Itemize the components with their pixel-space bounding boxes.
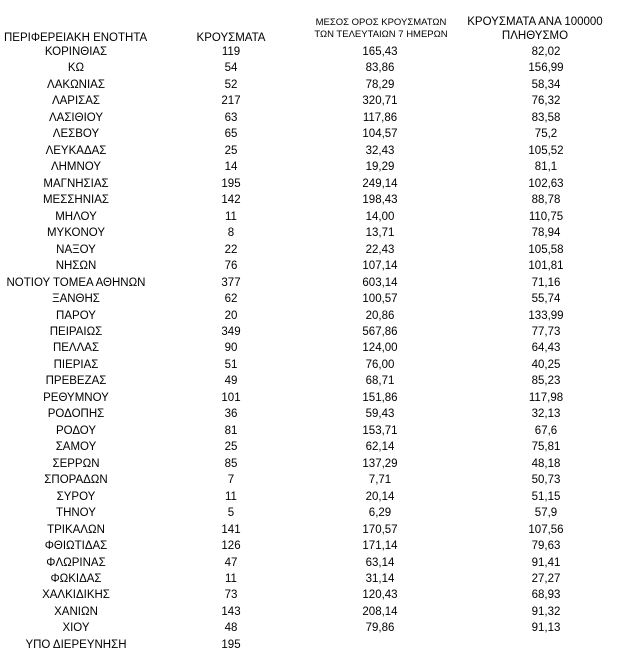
region-name-cell: ΡΟΔΟΠΗΣ	[47, 408, 105, 421]
table-row	[0, 258, 619, 274]
avg-cell: 19,29	[365, 161, 395, 174]
header-cases-per-100k	[460, 15, 610, 43]
table-row	[0, 439, 619, 455]
region-name-cell: ΛΑΣΙΘΙΟΥ	[48, 111, 104, 124]
avg-cell: 567,86	[362, 325, 398, 338]
table-row	[0, 538, 619, 554]
table-row	[0, 143, 619, 159]
per100k-cell: 75,2	[534, 128, 558, 141]
table-body	[0, 44, 619, 653]
avg-cell: 62,14	[365, 441, 395, 454]
per100k-cell: 58,34	[531, 78, 561, 91]
per100k-cell: 51,15	[531, 490, 561, 503]
cases-cell: 142	[221, 194, 241, 207]
per100k-cell: 78,94	[531, 227, 561, 240]
cases-cell: 11	[225, 210, 237, 223]
per100k-cell: 64,43	[531, 342, 561, 355]
table-row	[0, 373, 619, 389]
cases-cell: 5	[227, 507, 235, 520]
per100k-cell: 133,99	[528, 309, 564, 322]
table-row	[0, 77, 619, 93]
region-name-cell: ΚΩ	[67, 62, 85, 75]
avg-cell: 20,14	[365, 490, 395, 503]
region-name-cell: ΧΑΛΚΙΔΙΚΗΣ	[42, 589, 110, 602]
cases-cell: 101	[221, 391, 241, 404]
header-per100k-line1: ΚΡΟΥΣΜΑΤΑ ΑΝΑ 100000	[467, 16, 603, 28]
per100k-cell: 67,6	[534, 424, 558, 437]
region-name-cell: ΛΕΣΒΟΥ	[52, 128, 100, 141]
region-name-cell: ΛΗΜΝΟΥ	[50, 161, 102, 174]
region-name-cell: ΧΙΟΥ	[62, 622, 90, 635]
avg-cell: 104,57	[362, 128, 398, 141]
cases-cell: 54	[224, 62, 238, 75]
cases-cell: 143	[221, 605, 241, 618]
avg-cell: 117,86	[362, 111, 398, 124]
table-row	[0, 308, 619, 324]
cases-cell: 73	[224, 589, 238, 602]
region-name-cell: ΣΠΟΡΑΔΩΝ	[44, 474, 108, 487]
table-row	[0, 571, 619, 587]
header-cases: ΚΡΟΥΣΜΑΤΑ	[196, 32, 266, 44]
region-name-cell: ΦΘΙΩΤΙΔΑΣ	[44, 540, 108, 553]
per100k-cell: 50,73	[531, 474, 561, 487]
per100k-cell: 32,13	[531, 408, 561, 421]
region-name-cell: ΜΑΓΝΗΣΙΑΣ	[43, 177, 109, 190]
table-row	[0, 159, 619, 175]
table-row	[0, 340, 619, 356]
avg-cell: 137,29	[362, 457, 398, 470]
region-name-cell: ΚΟΡΙΝΘΙΑΣ	[44, 46, 108, 58]
avg-cell: 79,86	[365, 622, 395, 635]
region-name-cell: ΞΑΝΘΗΣ	[52, 293, 100, 306]
avg-cell: 153,71	[362, 424, 398, 437]
table-row	[0, 637, 619, 653]
cases-cell: 217	[221, 95, 241, 108]
region-name-cell: ΜΗΛΟΥ	[55, 210, 97, 223]
avg-cell: 22,43	[365, 243, 395, 256]
region-name-cell: ΠΑΡΟΥ	[56, 309, 96, 322]
avg-cell: 208,14	[362, 605, 398, 618]
cases-cell: 349	[221, 325, 241, 338]
per100k-cell: 40,25	[531, 358, 561, 371]
avg-cell: 603,14	[362, 276, 398, 289]
region-name-cell: ΠΕΙΡΑΙΩΣ	[49, 325, 103, 338]
avg-cell: 198,43	[362, 194, 398, 207]
avg-cell: 249,14	[362, 177, 398, 190]
avg-cell: 13,71	[365, 227, 395, 240]
region-name-cell: ΛΑΚΩΝΙΑΣ	[47, 78, 105, 91]
avg-cell: 59,43	[365, 408, 395, 421]
cases-cell: 90	[224, 342, 238, 355]
table-row	[0, 406, 619, 422]
per100k-cell: 105,52	[528, 144, 564, 157]
avg-cell: 76,00	[365, 358, 395, 371]
cases-cell: 20	[224, 309, 238, 322]
per100k-cell: 107,56	[528, 523, 564, 536]
table-row	[0, 390, 619, 406]
cases-cell: 63	[224, 111, 238, 124]
per100k-cell: 79,63	[531, 540, 561, 553]
avg-cell: 107,14	[362, 260, 398, 273]
per100k-cell: 156,99	[528, 62, 564, 75]
region-name-cell: ΡΕΘΥΜΝΟΥ	[43, 391, 109, 404]
cases-cell: 126	[221, 540, 241, 553]
region-name-cell: ΥΠΟ ΔΙΕΡΕΥΝΗΣΗ	[25, 638, 127, 651]
table-row	[0, 522, 619, 538]
avg-cell: 68,71	[365, 375, 395, 388]
avg-cell: 63,14	[365, 556, 395, 569]
cases-cell: 377	[221, 276, 241, 289]
region-name-cell: ΣΑΜΟΥ	[55, 441, 97, 454]
cases-cell: 81	[224, 424, 238, 437]
per100k-cell: 83,58	[531, 111, 561, 124]
region-name-cell: ΧΑΝΙΩΝ	[54, 605, 98, 618]
table-row	[0, 275, 619, 291]
table-row	[0, 587, 619, 603]
region-name-cell: ΦΩΚΙΔΑΣ	[50, 573, 102, 585]
region-name-cell: ΡΟΔΟΥ	[55, 424, 97, 437]
table-row	[0, 192, 619, 208]
avg-cell: 320,71	[362, 95, 398, 108]
avg-cell: 6,29	[368, 507, 392, 520]
region-name-cell: ΦΛΩΡΙΝΑΣ	[46, 556, 106, 569]
avg-cell: 120,43	[362, 589, 398, 602]
per100k-cell: 57,9	[534, 507, 558, 520]
per100k-cell: 105,58	[528, 243, 564, 256]
per100k-cell: 27,27	[531, 573, 561, 585]
table-row	[0, 555, 619, 571]
cases-cell: 14	[224, 161, 238, 174]
cases-cell: 195	[221, 177, 241, 190]
per100k-cell: 55,74	[531, 293, 561, 306]
avg-cell: 100,57	[362, 293, 398, 306]
region-name-cell: ΝΟΤΙΟΥ ΤΟΜΕΑ ΑΘΗΝΩΝ	[6, 276, 146, 289]
per100k-cell: 85,23	[531, 375, 561, 388]
region-name-cell: ΣΕΡΡΩΝ	[52, 457, 100, 470]
avg-cell: 151,86	[362, 391, 398, 404]
table-row	[0, 357, 619, 373]
avg-cell: 124,00	[362, 342, 398, 355]
table-row	[0, 620, 619, 636]
avg-cell: 32,43	[365, 144, 395, 157]
header-per100k-line2: ΠΛΗΘΥΣΜΟ	[501, 30, 569, 42]
per100k-cell: 117,98	[528, 391, 564, 404]
per100k-cell: 48,18	[531, 457, 561, 470]
region-name-cell: ΜΕΣΣΗΝΙΑΣ	[42, 194, 110, 207]
cases-cell: 119	[221, 46, 241, 58]
cases-cell: 52	[224, 78, 238, 91]
cases-cell: 48	[224, 622, 238, 635]
cases-cell: 195	[221, 638, 241, 651]
cases-cell: 76	[224, 260, 238, 273]
cases-cell: 11	[225, 573, 237, 585]
cases-cell: 36	[224, 408, 238, 421]
region-name-cell: ΠΙΕΡΙΑΣ	[53, 358, 99, 371]
region-name-cell: ΠΡΕΒΕΖΑΣ	[45, 375, 107, 388]
header-avg-line2: ΤΩΝ ΤΕΛΕΥΤΑΙΩΝ 7 ΗΜΕΡΩΝ	[314, 29, 448, 40]
avg-cell: 31,14	[365, 573, 395, 585]
table-row	[0, 93, 619, 109]
region-name-cell: ΠΕΛΛΑΣ	[52, 342, 100, 355]
table-row	[0, 110, 619, 126]
per100k-cell: 102,63	[528, 177, 564, 190]
header-region: ΠΕΡΙΦΕΡΕΙΑΚΗ ΕΝΟΤΗΤΑ	[4, 32, 148, 44]
per100k-cell: 91,41	[531, 556, 561, 569]
per100k-cell: 91,13	[531, 622, 561, 635]
per100k-cell: 82,02	[531, 46, 561, 58]
avg-cell: 7,71	[368, 474, 392, 487]
per100k-cell: 71,16	[531, 276, 561, 289]
region-name-cell: ΛΑΡΙΣΑΣ	[51, 95, 101, 108]
avg-cell: 14,00	[365, 210, 395, 223]
region-name-cell: ΤΗΝΟΥ	[56, 507, 96, 520]
region-name-cell: ΣΥΡΟΥ	[56, 490, 96, 503]
avg-cell: 20,86	[365, 309, 395, 322]
table-row	[0, 489, 619, 505]
avg-cell: 171,14	[362, 540, 398, 553]
region-name-cell: ΜΥΚΟΝΟΥ	[46, 227, 106, 240]
table-row	[0, 176, 619, 192]
region-name-cell: ΛΕΥΚΑΔΑΣ	[45, 144, 107, 157]
header-seven-day-average	[306, 17, 456, 41]
table-row	[0, 456, 619, 472]
per100k-cell: 76,32	[531, 95, 561, 108]
region-name-cell: ΝΑΞΟΥ	[56, 243, 96, 256]
header-avg-line1: ΜΕΣΟΣ ΟΡΟΣ ΚΡΟΥΣΜΑΤΩΝ	[315, 17, 447, 28]
region-name-cell: ΝΗΣΩΝ	[55, 260, 97, 273]
table-row	[0, 126, 619, 142]
per100k-cell: 110,75	[528, 210, 564, 223]
table-row	[0, 505, 619, 521]
avg-cell: 165,43	[362, 46, 398, 58]
table-row	[0, 472, 619, 488]
cases-cell: 25	[224, 144, 238, 157]
per100k-cell: 101,81	[528, 260, 564, 273]
cases-cell: 47	[224, 556, 238, 569]
avg-cell: 170,57	[362, 523, 398, 536]
cases-cell: 25	[224, 441, 238, 454]
per100k-cell: 88,78	[531, 194, 561, 207]
table-row	[0, 60, 619, 76]
table-row	[0, 291, 619, 307]
region-name-cell: ΤΡΙΚΑΛΩΝ	[47, 523, 105, 536]
cases-cell: 11	[225, 490, 237, 503]
cases-cell: 85	[224, 457, 238, 470]
per100k-cell: 68,93	[531, 589, 561, 602]
avg-cell: 78,29	[365, 78, 395, 91]
per100k-cell: 91,32	[531, 605, 561, 618]
table-row	[0, 225, 619, 241]
cases-cell: 49	[224, 375, 238, 388]
cases-cell: 141	[221, 523, 241, 536]
table-row	[0, 604, 619, 620]
table-row	[0, 44, 619, 60]
per100k-cell: 77,73	[531, 325, 561, 338]
cases-cell: 65	[224, 128, 238, 141]
cases-cell: 51	[224, 358, 238, 371]
table-row	[0, 209, 619, 225]
avg-cell: 83,86	[365, 62, 395, 75]
cases-cell: 62	[224, 293, 238, 306]
cases-cell: 22	[224, 243, 238, 256]
table-row	[0, 324, 619, 340]
per100k-cell: 81,1	[534, 161, 558, 174]
cases-cell: 7	[227, 474, 235, 487]
per100k-cell: 75,81	[531, 441, 561, 454]
table-row	[0, 242, 619, 258]
cases-cell: 8	[227, 227, 235, 240]
table-row	[0, 423, 619, 439]
